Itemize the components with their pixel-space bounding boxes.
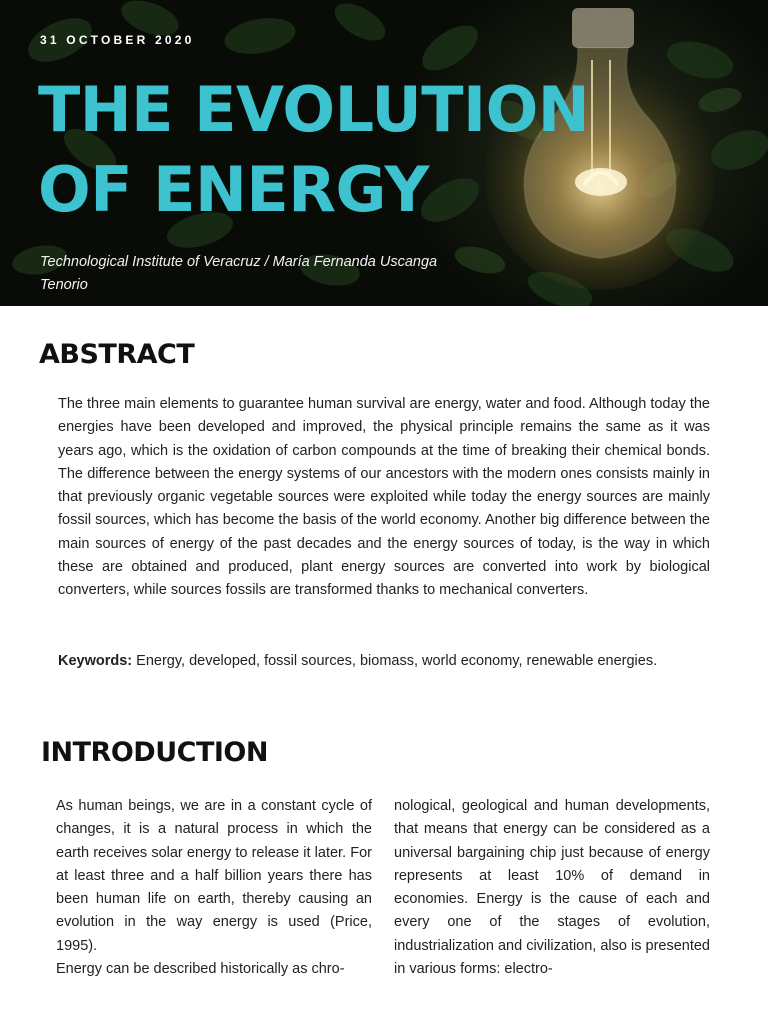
author-line-1: Technological Institute of Veracruz / María Fernanda Uscanga	[40, 254, 438, 270]
introduction-right-column	[394, 795, 710, 981]
introduction-left-column	[56, 795, 372, 981]
header-banner	[0, 0, 768, 306]
keywords-label: Keywords:	[58, 653, 133, 669]
abstract-heading: ABSTRACT	[39, 339, 195, 370]
title-line-2: OF ENERGY	[38, 153, 429, 226]
page-title	[38, 70, 598, 230]
intro-paragraph-2: Energy can be described historically as chro-	[56, 961, 345, 978]
title-line-1: THE EVOLUTION	[38, 73, 590, 146]
intro-paragraph-1: As human beings, we are in a constant cycle of changes, it is a natural process in which the earth receives solar energy to release it later. For at least three and a half billion years there has been human life on earth, thereby causing an evolution in the way energy is used (Price, 1995).	[56, 798, 372, 954]
keywords-list: Energy, developed, fossil sources, biomass, world economy, renewable energies.	[132, 653, 658, 669]
intro-paragraph-3: nological, geological and human developments, that means that energy can be considered as a universal bargaining chip just because of energy represents at least 10% of demand in economies. Energy is the cause of each and every one of the stages of evolution, industrialization and civilization, also is presented in various forms: electro-	[394, 798, 710, 978]
introduction-heading: INTRODUCTION	[41, 737, 268, 768]
author-affiliation	[40, 251, 500, 297]
author-line-2: Tenorio	[40, 277, 88, 293]
abstract-text: The three main elements to guarantee human survival are energy, water and food. Although today the energies have been developed and improved, the physical principle remains the same as it was years ago, which is the oxidation of carbon compounds at the time of breaking their chemical bonds. The difference between the energy systems of our ancestors with the modern ones consists mainly in that previously organic vegetable sources were exploited while today the energy sources are mainly fossil sources, which has become the basis of the world economy. Another big difference between the main sources of energy of the past decades and the energy sources of today, is the way in which these are obtained and produced, plant energy sources are converted into work by biological converters, while sources fossils are transformed thanks to mechanical converters.	[58, 396, 710, 599]
keywords	[58, 650, 710, 673]
publication-date: 31 OCTOBER 2020	[40, 33, 195, 47]
